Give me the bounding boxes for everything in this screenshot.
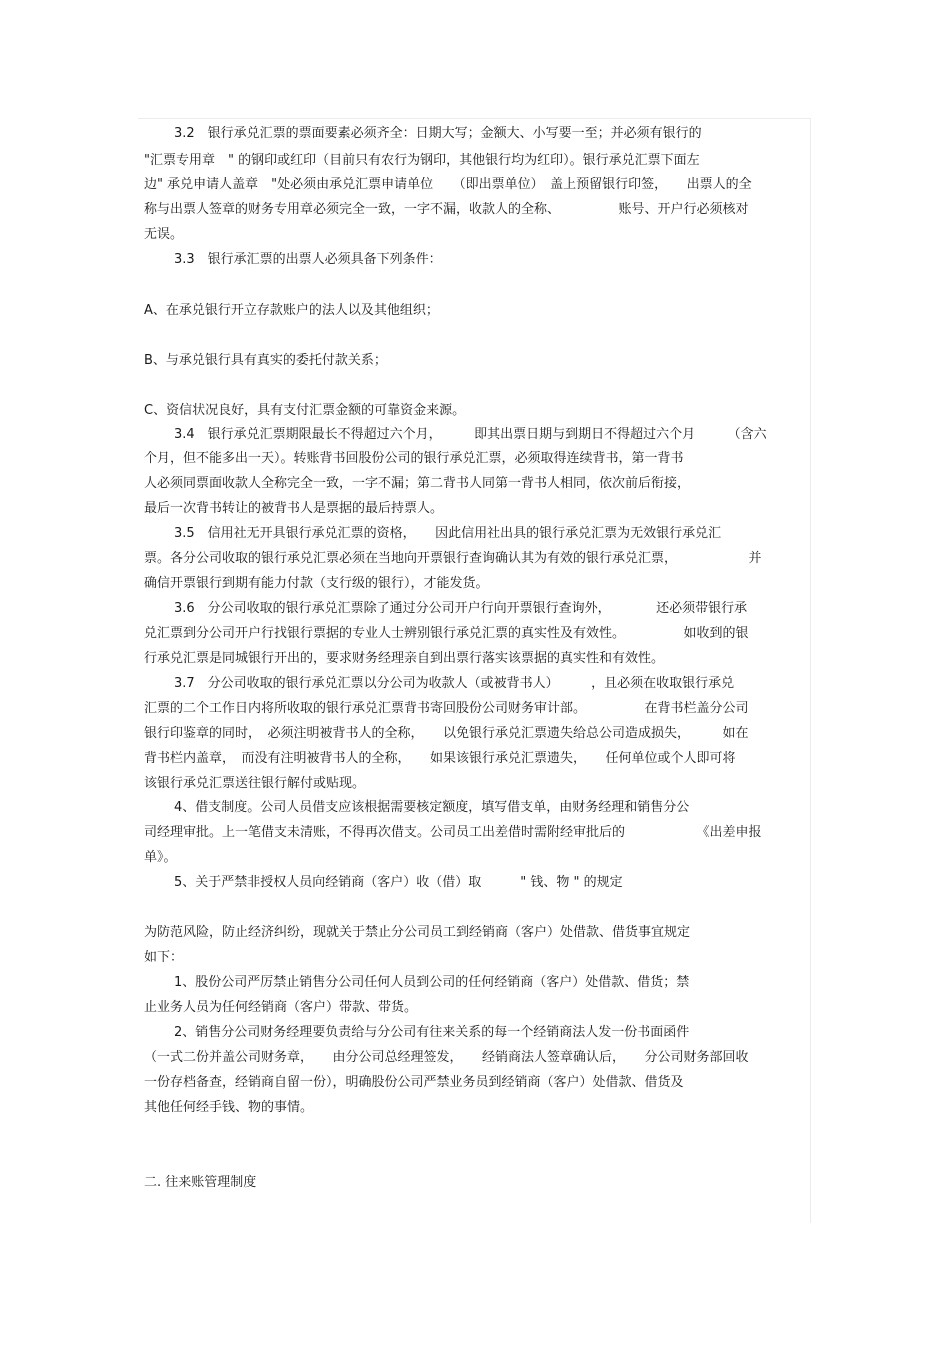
text-line: 个月，但不能多出一天）。转账背书回股份公司的银行承兑汇票，必须取得连续背书，第一背书 <box>144 451 684 466</box>
text-line: 3.3 银行承汇票的出票人必须具备下列条件： <box>174 252 442 267</box>
text-line: 行承兑汇票是同城银行开出的，要求财务经理亲自到出票行落实该票据的真实性和有效性。 <box>144 651 665 666</box>
section-heading: 二. 往来账管理制度 <box>144 1175 257 1190</box>
text-line: 称与出票人签章的财务专用章必须完全一致，一字不漏，收款人的全称、 账号、开户行必须核对 <box>144 202 749 217</box>
text-line: 其他任何经手钱、物的事情。 <box>144 1100 314 1115</box>
page-top-border <box>138 118 811 119</box>
text-line: 最后一次背书转让的被背书人是票据的最后持票人。 <box>144 501 444 516</box>
text-line: 银行印鉴章的同时， 必须注明被背书人的全称， 以免银行承兑汇票遗失给总公司造成损失， 如在 <box>144 726 749 741</box>
text-line: 3.7 分公司收取的银行承兑汇票以分公司为收款人（或被背书人） ，且必须在收取银行承兑 <box>174 676 735 691</box>
text-line: 止业务人员为任何经销商（客户）带款、带货。 <box>144 1000 418 1015</box>
text-line: B、与承兑银行具有真实的委托付款关系； <box>144 353 387 368</box>
text-line: 如下： <box>144 950 184 965</box>
text-line: 人必须同票面收款人全称完全一致，一字不漏；第二背书人同第一背书人相同，依次前后衔接， <box>144 476 691 491</box>
text-line: 无误。 <box>144 227 184 242</box>
text-line: 背书栏内盖章， 而没有注明被背书人的全称， 如果该银行承兑汇票遗失， 任何单位或个人即可将 <box>144 751 736 766</box>
text-line: 单》。 <box>144 850 177 865</box>
text-line: A、在承兑银行开立存款账户的法人以及其他组织； <box>144 303 439 318</box>
text-line: 3.6 分公司收取的银行承兑汇票除了通过分公司开户行向开票银行查询外， 还必须带银行承 <box>174 601 748 616</box>
text-line: 司经理审批。上一笔借支未清账，不得再次借支。公司员工出差借时需附经审批后的 《出差申报 <box>144 825 762 840</box>
text-line: 3.4 银行承兑汇票期限最长不得超过六个月， 即其出票日期与到期日不得超过六个月 （含六 <box>174 427 767 442</box>
page-right-border <box>810 118 811 1223</box>
text-line: 确信开票银行到期有能力付款（支行级的银行），才能发货。 <box>144 576 489 591</box>
text-line: C、资信状况良好，具有支付汇票金额的可靠资金来源。 <box>144 403 466 418</box>
text-line: 汇票的二个工作日内将所收取的银行承兑汇票背书寄回股份公司财务审计部。 在背书栏盖分公司 <box>144 701 749 716</box>
text-line: 3.5 信用社无开具银行承兑汇票的资格， 因此信用社出具的银行承兑汇票为无效银行承兑汇 <box>174 526 722 541</box>
text-line: 边" 承兑申请人盖章 "处必须由承兑汇票申请单位 （即出票单位） 盖上预留银行印签， 出票人的全 <box>144 177 752 192</box>
text-line: 2、销售分公司财务经理要负责给与分公司有往来关系的每一个经销商法人发一份书面函件 <box>174 1025 690 1040</box>
text-line: 一份存档备查，经销商自留一份），明确股份公司严禁业务员到经销商（客户）处借款、借货及 <box>144 1075 684 1090</box>
text-line: 1、股份公司严厉禁止销售分公司任何人员到公司的任何经销商（客户）处借款、借货；禁 <box>174 975 690 990</box>
text-line: 为防范风险，防止经济纠纷，现就关于禁止分公司员工到经销商（客户）处借款、借货事宜规定 <box>144 925 691 940</box>
text-line: 3.2 银行承兑汇票的票面要素必须齐全：日期大写；金额大、小写要一至；并必须有银行的 <box>174 126 702 141</box>
text-line: 票。各分公司收取的银行承兑汇票必须在当地向开票银行查询确认其为有效的银行承兑汇票， 并 <box>144 551 762 566</box>
text-line: 5、关于严禁非授权人员向经销商（客户）收（借）取 " 钱、物 " 的规定 <box>174 875 623 890</box>
text-line: 兑汇票到分公司开户行找银行票据的专业人士辨别银行承兑汇票的真实性及有效性。 如收到的银 <box>144 626 749 641</box>
text-line: 4、借支制度。公司人员借支应该根据需要核定额度，填写借支单，由财务经理和销售分公 <box>174 800 690 815</box>
text-line: "汇票专用章 " 的钢印或红印（目前只有农行为钢印，其他银行均为红印）。银行承兑汇票下面左 <box>144 153 700 168</box>
text-line: （一式二份并盖公司财务章， 由分公司总经理签发， 经销商法人签章确认后， 分公司财务部回收 <box>144 1050 749 1065</box>
text-line: 该银行承兑汇票送往银行解付或贴现。 <box>144 776 366 791</box>
